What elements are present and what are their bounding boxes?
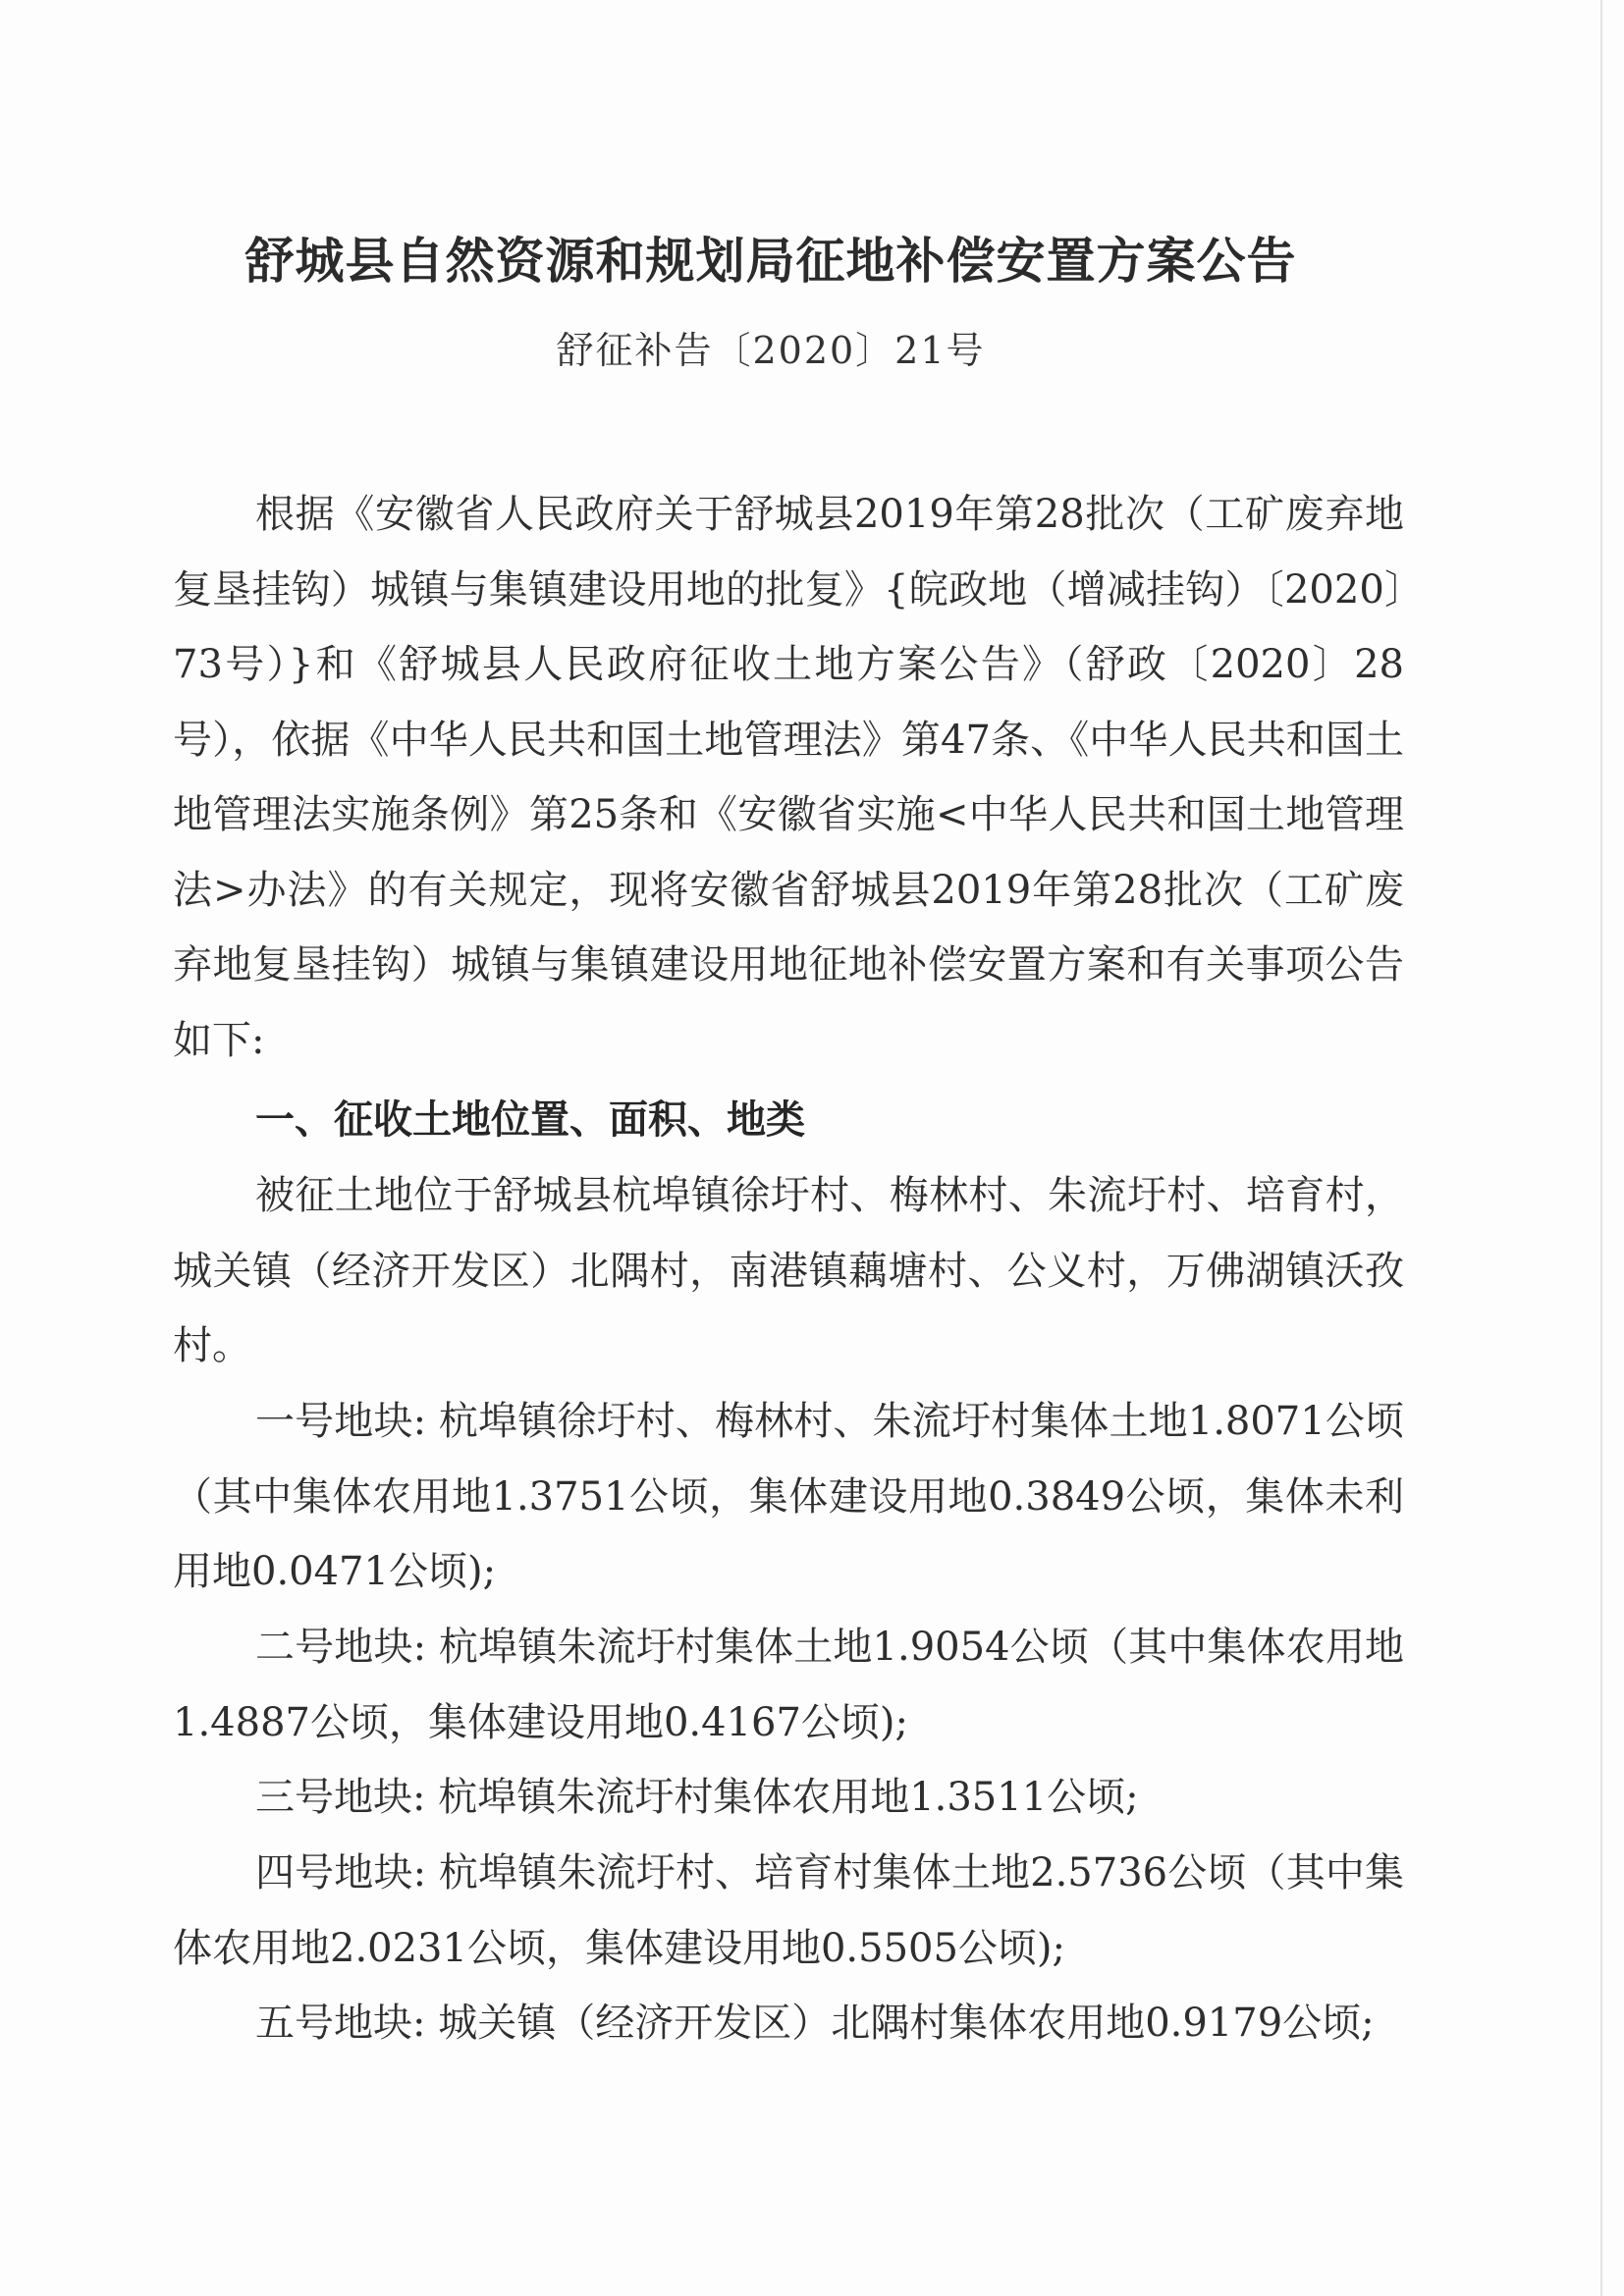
document-title: 舒城县自然资源和规划局征地补偿安置方案公告 <box>244 232 1297 290</box>
intro-paragraph: 根据《安徽省人民政府关于舒城县2019年第28批次（工矿废弃地复垦挂钩）城镇与集镇建设用地的批复》{皖政地（增减挂钩）〔2020〕73号）}和《舒城县人民政府征收土地方案公告》（舒政〔2020〕28号），依据《中华人民共和国土地管理法》第47条、《中华人民共和国土地管理法实施条例》第25条和《安徽省实施<中华人民共和国土地管理法>办法》的有关规定，现将安徽省舒城县2019年第28批次（工矿废弃地复垦挂钩）城镇与集镇建设用地征地补偿安置方案和有关事项公告如下: <box>173 492 1404 1063</box>
plot-3-paragraph: 三号地块: 杭埠镇朱流圩村集体农用地1.3511公顷; <box>255 1775 1139 1820</box>
document-number: 舒征补告〔2020〕21号 <box>556 329 986 372</box>
plot-4-paragraph: 四号地块: 杭埠镇朱流圩村、培育村集体土地2.5736公顷（其中集体农用地2.0231公顷，集体建设用地0.5505公顷); <box>173 1850 1404 1971</box>
plot-2-paragraph: 二号地块: 杭埠镇朱流圩村集体土地1.9054公顷（其中集体农用地1.4887公顷，集体建设用地0.4167公顷); <box>173 1625 1404 1745</box>
location-paragraph: 被征土地位于舒城县杭埠镇徐圩村、梅林村、朱流圩村、培育村，城关镇（经济开发区）北隅村，南港镇藕塘村、公义村，万佛湖镇沃孜村。 <box>173 1173 1404 1368</box>
section-heading: 一、征收土地位置、面积、地类 <box>255 1097 805 1143</box>
scan-edge-line <box>1600 0 1602 2296</box>
plot-5-paragraph: 五号地块: 城关镇（经济开发区）北隅村集体农用地0.9179公顷; <box>255 2001 1375 2046</box>
plot-1-paragraph: 一号地块: 杭埠镇徐圩村、梅林村、朱流圩村集体土地1.8071公顷（其中集体农用地1.3751公顷，集体建设用地0.3849公顷，集体未利用地0.0471公顷); <box>173 1399 1404 1594</box>
